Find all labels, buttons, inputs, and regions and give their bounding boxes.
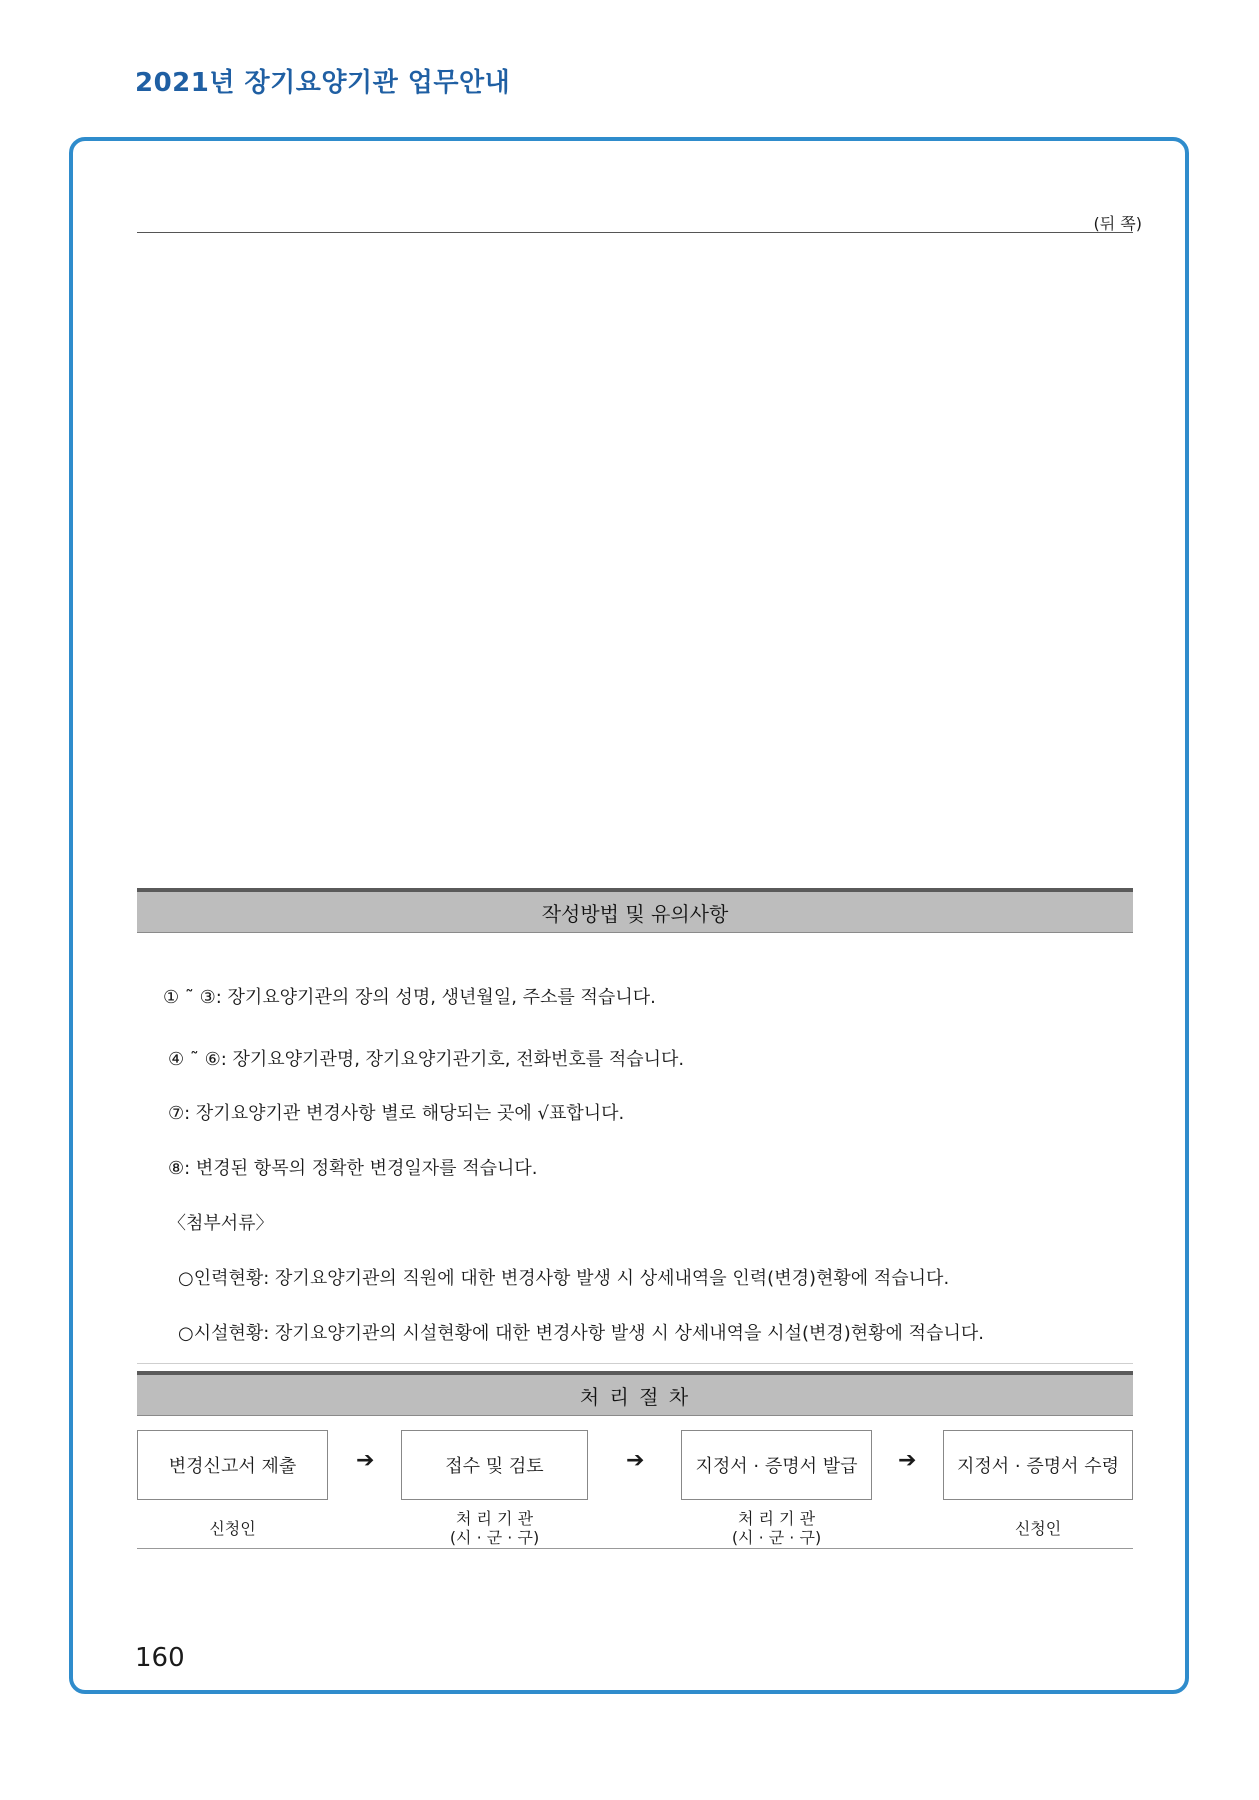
procedure-actor — [681, 1508, 872, 1548]
procedure-actor — [943, 1508, 1133, 1548]
top-divider — [137, 232, 1133, 233]
actor-sublabel: (시 · 군 · 구) — [449, 1528, 540, 1547]
instructions-heading: 작성방법 및 유의사항 — [137, 888, 1133, 933]
procedure-step-review: 접수 및 검토 — [401, 1430, 588, 1500]
arrow-right-icon: ➔ — [626, 1448, 645, 1473]
actor-label: 처 리 기 관 — [455, 1509, 534, 1528]
instruction-item: ⑦: 장기요양기관 변경사항 별로 해당되는 곳에 √표합니다. — [168, 1103, 625, 1124]
attachment-item: ○인력현황: 장기요양기관의 직원에 대한 변경사항 발생 시 상세내역을 인력(변경)현황에 적습니다. — [178, 1268, 950, 1289]
instruction-item: ④ ˜ ⑥: 장기요양기관명, 장기요양기관기호, 전화번호를 적습니다. — [168, 1049, 685, 1070]
section-divider — [137, 1363, 1133, 1364]
instruction-item: ⑧: 변경된 항목의 정확한 변경일자를 적습니다. — [168, 1158, 538, 1179]
actor-sublabel: (시 · 군 · 구) — [731, 1528, 822, 1547]
page-number: 160 — [135, 1643, 185, 1673]
procedure-actor — [137, 1508, 328, 1548]
procedure-heading: 처 리 절 차 — [137, 1371, 1133, 1416]
procedure-actor — [401, 1508, 588, 1548]
arrow-right-icon: ➔ — [898, 1448, 917, 1473]
procedure-step-issue: 지정서 · 증명서 발급 — [681, 1430, 872, 1500]
instruction-item: ① ˜ ③: 장기요양기관의 장의 성명, 생년월일, 주소를 적습니다. — [163, 987, 656, 1008]
arrow-right-icon: ➔ — [356, 1448, 375, 1473]
procedure-step-receive: 지정서 · 증명서 수령 — [943, 1430, 1133, 1500]
actor-label: 신청인 — [209, 1518, 256, 1538]
document-header-title: 2021년 장기요양기관 업무안내 — [135, 68, 511, 98]
back-side-label: (뒤 쪽) — [1093, 214, 1142, 233]
actor-label: 신청인 — [1014, 1518, 1062, 1538]
actor-label: 처 리 기 관 — [737, 1509, 816, 1528]
attachments-heading: 〈첨부서류〉 — [168, 1213, 274, 1234]
procedure-bottom-divider — [137, 1548, 1133, 1549]
procedure-step-submit: 변경신고서 제출 — [137, 1430, 328, 1500]
attachment-item: ○시설현황: 장기요양기관의 시설현황에 대한 변경사항 발생 시 상세내역을 시설(변경)현황에 적습니다. — [178, 1323, 984, 1344]
